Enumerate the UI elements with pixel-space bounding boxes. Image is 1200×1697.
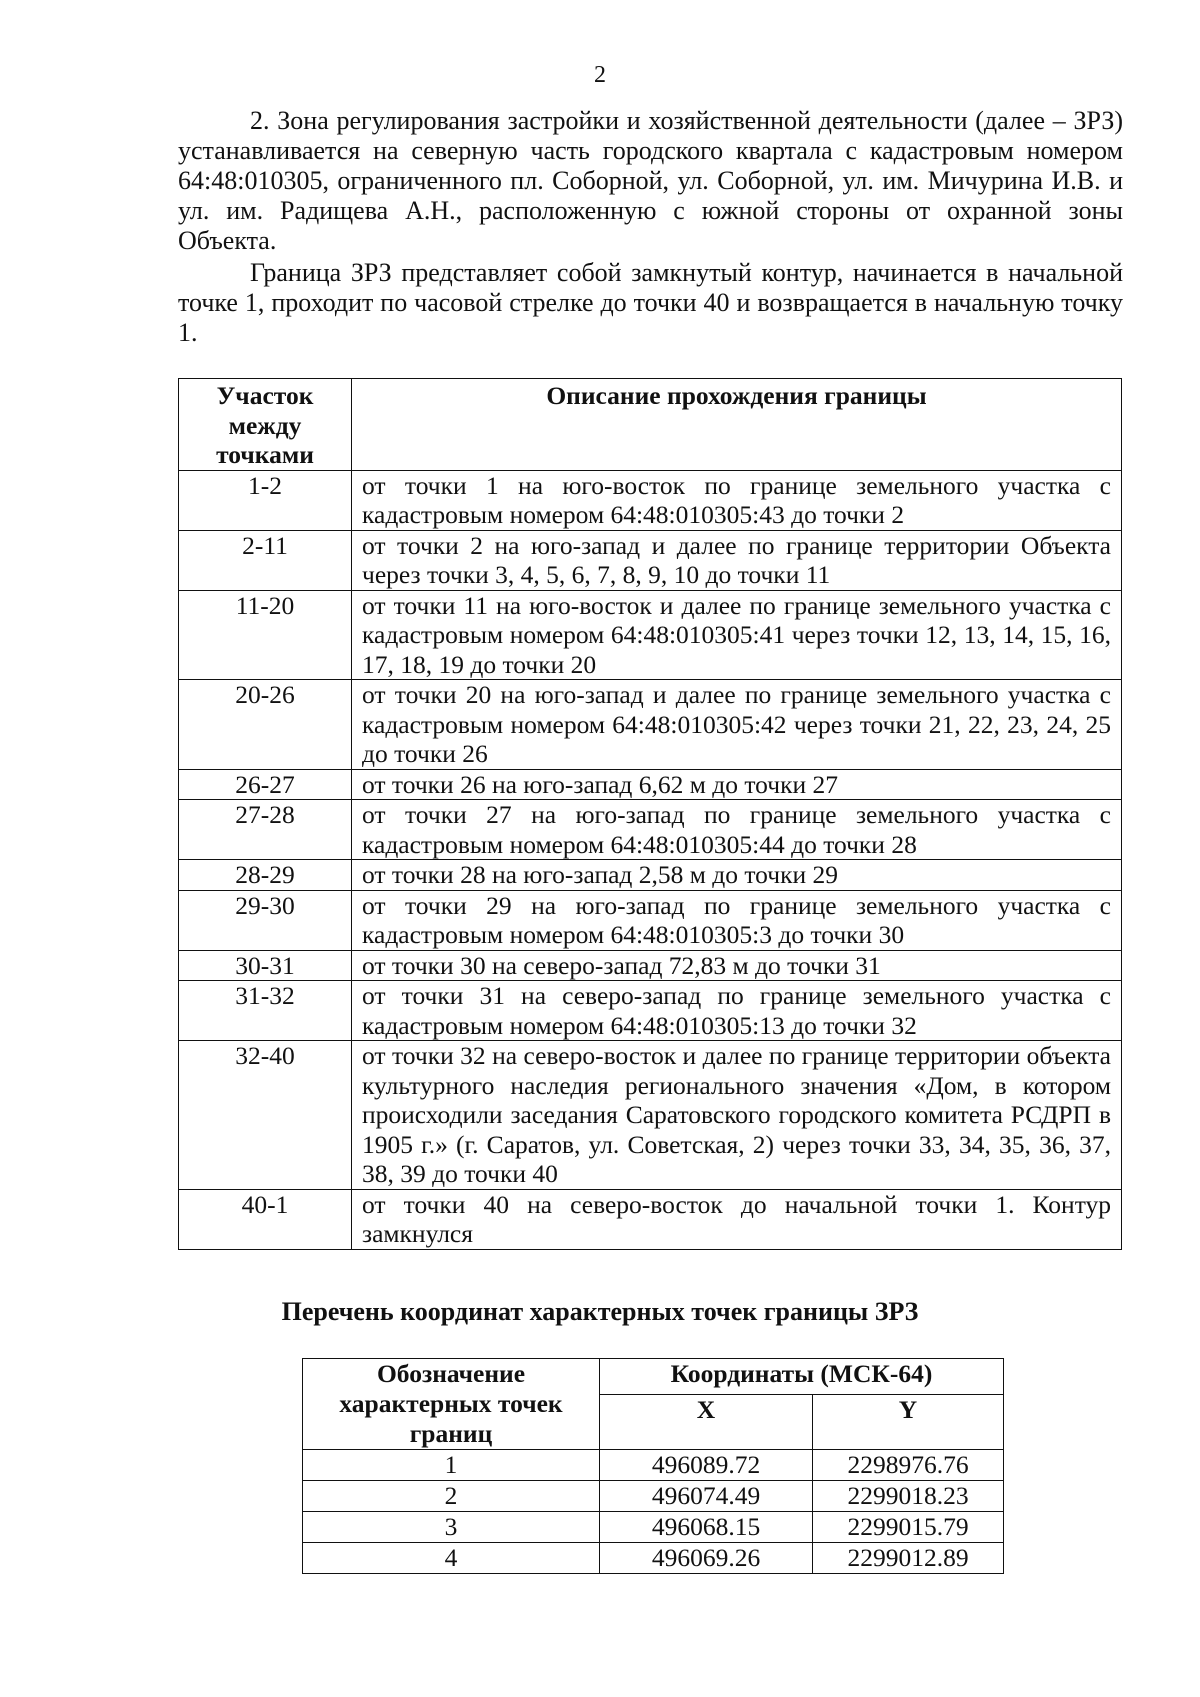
segment-cell: 26-27 bbox=[179, 769, 352, 800]
header-description: Описание прохождения границы bbox=[352, 379, 1122, 471]
table-row bbox=[179, 890, 1122, 950]
description-cell: от точки 30 на северо-запад 72,83 м до точки 31 bbox=[352, 950, 1122, 981]
description-cell: от точки 26 на юго-запад 6,62 м до точки 27 bbox=[352, 769, 1122, 800]
table-row bbox=[179, 680, 1122, 770]
table-row bbox=[303, 1450, 1004, 1481]
table-row bbox=[179, 800, 1122, 860]
point-cell: 4 bbox=[303, 1543, 600, 1574]
table-header-row bbox=[303, 1359, 1004, 1395]
table-row bbox=[303, 1543, 1004, 1574]
segment-cell: 30-31 bbox=[179, 950, 352, 981]
x-cell: 496068.15 bbox=[600, 1512, 813, 1543]
description-cell: от точки 31 на северо-запад по границе земельного участка с кадастровым номером 64:48:010305:13 до точки 32 bbox=[352, 981, 1122, 1041]
description-cell: от точки 28 на юго-запад 2,58 м до точки 29 bbox=[352, 860, 1122, 891]
segment-cell: 31-32 bbox=[179, 981, 352, 1041]
y-cell: 2299012.89 bbox=[813, 1543, 1004, 1574]
header-y: Y bbox=[813, 1395, 1004, 1450]
table-row bbox=[179, 470, 1122, 530]
header-x: X bbox=[600, 1395, 813, 1450]
table-header-row bbox=[179, 379, 1122, 471]
table-row bbox=[179, 1041, 1122, 1190]
description-cell: от точки 40 на северо-восток до начальной точки 1. Контур замкнулся bbox=[352, 1189, 1122, 1249]
x-cell: 496069.26 bbox=[600, 1543, 813, 1574]
table-row bbox=[179, 950, 1122, 981]
description-cell: от точки 1 на юго-восток по границе земельного участка с кадастровым номером 64:48:010305:43 до точки 2 bbox=[352, 470, 1122, 530]
segment-cell: 28-29 bbox=[179, 860, 352, 891]
y-cell: 2299018.23 bbox=[813, 1481, 1004, 1512]
description-cell: от точки 29 на юго-запад по границе земельного участка с кадастровым номером 64:48:010305:3 до точки 30 bbox=[352, 890, 1122, 950]
point-cell: 2 bbox=[303, 1481, 600, 1512]
segment-cell: 2-11 bbox=[179, 530, 352, 590]
table-row bbox=[303, 1481, 1004, 1512]
description-cell: от точки 32 на северо-восток и далее по границе территории объекта культурного наследия регионального значения «Дом, в котором происходили заседания Саратовского городского комитета РСДРП в 1905 г.» (г. Саратов, ул. Советская, 2) через точки 33, 34, 35, 36, 37, 38, 39 до точки 40 bbox=[352, 1041, 1122, 1190]
y-cell: 2298976.76 bbox=[813, 1450, 1004, 1481]
description-cell: от точки 27 на юго-запад по границе земельного участка с кадастровым номером 64:48:010305:44 до точки 28 bbox=[352, 800, 1122, 860]
boundary-description-table bbox=[178, 378, 1122, 1250]
point-cell: 3 bbox=[303, 1512, 600, 1543]
segment-cell: 40-1 bbox=[179, 1189, 352, 1249]
x-cell: 496089.72 bbox=[600, 1450, 813, 1481]
description-cell: от точки 2 на юго-запад и далее по границе территории Объекта через точки 3, 4, 5, 6, 7, 8, 9, 10 до точки 11 bbox=[352, 530, 1122, 590]
segment-cell: 20-26 bbox=[179, 680, 352, 770]
paragraph-boundary-contour: Граница ЗРЗ представляет собой замкнутый контур, начинается в начальной точке 1, проходит по часовой стрелке до точки 40 и возвращается в начальную точку 1. bbox=[178, 258, 1123, 347]
header-point: Обозначение характерных точек границ bbox=[303, 1359, 600, 1450]
description-cell: от точки 11 на юго-восток и далее по границе земельного участка с кадастровым номером 64:48:010305:41 через точки 12, 13, 14, 15, 16, 17, 18, 19 до точки 20 bbox=[352, 590, 1122, 680]
table-row bbox=[179, 981, 1122, 1041]
segment-cell: 32-40 bbox=[179, 1041, 352, 1190]
table-row bbox=[179, 590, 1122, 680]
paragraph-zone-description: 2. Зона регулирования застройки и хозяйственной деятельности (далее – ЗРЗ) устанавливается на северную часть городского квартала с кадастровым номером 64:48:010305, ограниченного пл. Соборной, ул. Соборной, ул. им. Мичурина И.В. и ул. им. Радищева А.Н., расположенную с южной стороны от охранной зоны Объекта. bbox=[178, 106, 1123, 255]
x-cell: 496074.49 bbox=[600, 1481, 813, 1512]
y-cell: 2299015.79 bbox=[813, 1512, 1004, 1543]
segment-cell: 11-20 bbox=[179, 590, 352, 680]
table-row bbox=[179, 769, 1122, 800]
segment-cell: 29-30 bbox=[179, 890, 352, 950]
coordinates-table bbox=[302, 1358, 1004, 1574]
coordinates-section-title: Перечень координат характерных точек границы ЗРЗ bbox=[281, 1297, 919, 1326]
segment-cell: 1-2 bbox=[179, 470, 352, 530]
table-row bbox=[179, 1189, 1122, 1249]
segment-cell: 27-28 bbox=[179, 800, 352, 860]
point-cell: 1 bbox=[303, 1450, 600, 1481]
table-row bbox=[179, 860, 1122, 891]
page-number: 2 bbox=[594, 62, 606, 88]
header-coordinates: Координаты (МСК-64) bbox=[600, 1359, 1004, 1395]
table-row bbox=[179, 530, 1122, 590]
table-row bbox=[303, 1512, 1004, 1543]
description-cell: от точки 20 на юго-запад и далее по границе земельного участка с кадастровым номером 64:48:010305:42 через точки 21, 22, 23, 24, 25 до точки 26 bbox=[352, 680, 1122, 770]
header-segment: Участок между точками bbox=[179, 379, 352, 471]
